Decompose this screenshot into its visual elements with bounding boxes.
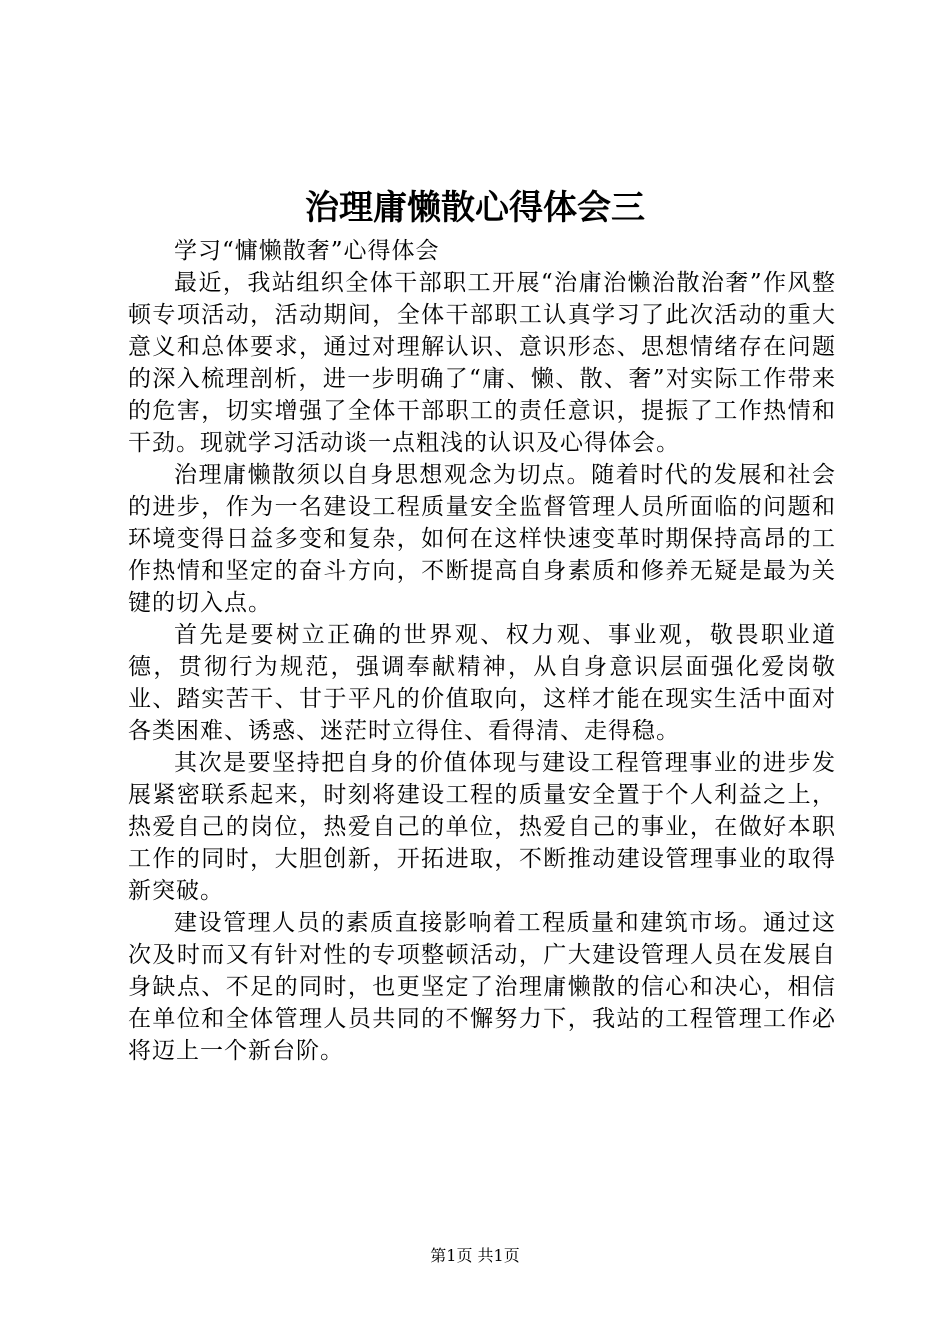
document-body — [128, 235, 836, 1067]
paragraph: 其次是要坚持把自身的价值体现与建设工程管理事业的进步发展紧密联系起来，时刻将建设工程的质量安全置于个人利益之上，热爱自己的岗位，热爱自己的单位，热爱自己的事业，在做好本职工作的同时，大胆创新，开拓进取，不断推动建设管理事业的取得新突破。 — [128, 750, 836, 904]
paragraph: 建设管理人员的素质直接影响着工程质量和建筑市场。通过这次及时而又有针对性的专项整顿活动，广大建设管理人员在发展自身缺点、不足的同时，也更坚定了治理庸懒散的信心和决心，相信在单位和全体管理人员共同的不懈努力下，我站的工程管理工作必将迈上一个新台阶。 — [128, 910, 836, 1064]
paragraph: 治理庸懒散须以自身思想观念为切点。随着时代的发展和社会的进步，作为一名建设工程质量安全监督管理人员所面临的问题和环境变得日益多变和复杂，如何在这样快速变革时期保持高昂的工作热情和坚定的奋斗方向，不断提高自身素质和修养无疑是最为关键的切入点。 — [128, 462, 836, 616]
paragraph: 最近，我站组织全体干部职工开展“治庸治懒治散治奢”作风整顿专项活动，活动期间，全体干部职工认真学习了此次活动的重大意义和总体要求，通过对理解认识、意识形态、思想情绪存在问题的深入梳理剖析，进一步明确了“庸、懒、散、奢”对实际工作带来的危害，切实增强了全体干部职工的责任意识，提振了工作热情和干劲。现就学习活动谈一点粗浅的认识及心得体会。 — [128, 270, 836, 456]
document-title: 治理庸懒散心得体会三 — [305, 188, 645, 228]
paragraph: 首先是要树立正确的世界观、权力观、事业观，敬畏职业道德，贯彻行为规范，强调奉献精神，从自身意识层面强化爱岗敬业、踏实苦干、甘于平凡的价值取向，这样才能在现实生活中面对各类困难、诱惑、迷茫时立得住、看得清、走得稳。 — [128, 622, 836, 744]
page-number-footer: 第1页 共1页 — [430, 1246, 520, 1265]
paragraph-subtitle: 学习“慵懒散奢”心得体会 — [174, 238, 440, 264]
